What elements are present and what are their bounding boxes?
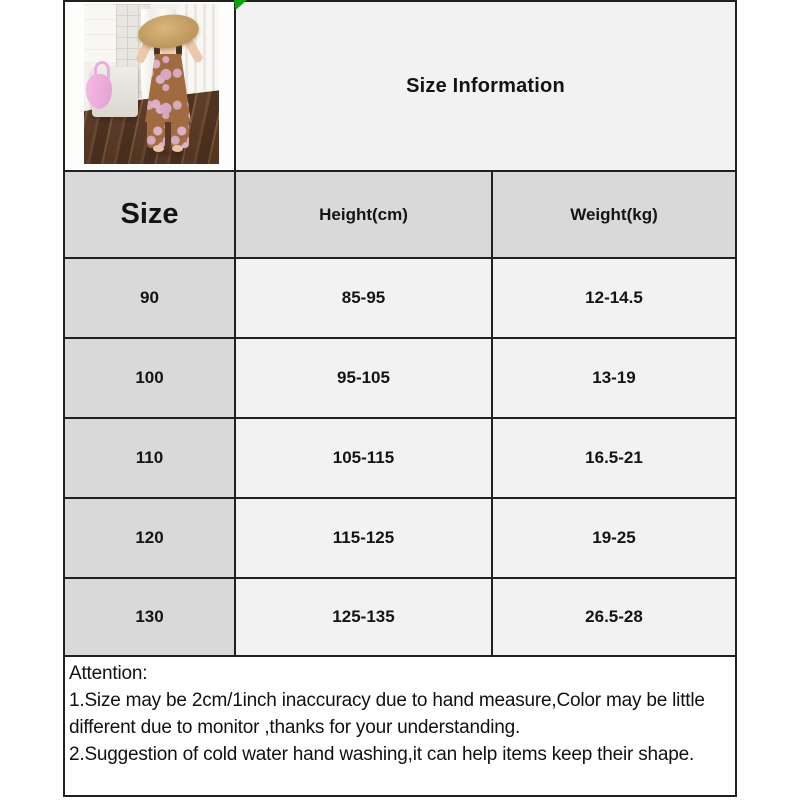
height-value-110: 105-115 (236, 419, 491, 497)
size-chart-table (63, 0, 737, 797)
weight-value-110: 16.5-21 (493, 419, 735, 497)
attention-line: 2.Suggestion of cold water hand washing,it can help items keep their shape. (69, 744, 695, 765)
attention-line: 1.Size may be 2cm/1inch inaccuracy due to hand measure,Color may be little (69, 690, 705, 711)
height-value-100: 95-105 (236, 339, 491, 417)
size-label-120: 120 (65, 499, 234, 577)
weight-value-100: 13-19 (493, 339, 735, 417)
size-label-90: 90 (65, 259, 234, 337)
column-header-weight: Weight(kg) (493, 172, 735, 257)
size-label-100: 100 (65, 339, 234, 417)
product-photo (84, 4, 219, 164)
page-title: Size Information (406, 74, 565, 97)
column-header-size: Size (65, 172, 234, 257)
child-right-leg (171, 121, 189, 148)
child-left-leg (147, 121, 165, 148)
weight-value-120: 19-25 (493, 499, 735, 577)
attention-note (65, 657, 735, 795)
green-corner-marker-icon (234, 0, 247, 10)
weight-value-130: 26.5-28 (493, 579, 735, 655)
attention-line: different due to monitor ,thanks for your understanding. (69, 717, 521, 738)
height-value-120: 115-125 (236, 499, 491, 577)
weight-value-90: 12-14.5 (493, 259, 735, 337)
child-right-foot (172, 145, 183, 152)
child-floor-shadow (142, 148, 194, 158)
size-label-130: 130 (65, 579, 234, 655)
attention-line: Attention: (69, 663, 148, 684)
column-header-height: Height(cm) (236, 172, 491, 257)
child-left-foot (153, 145, 164, 152)
height-value-130: 125-135 (236, 579, 491, 655)
height-value-90: 85-95 (236, 259, 491, 337)
size-information-header (236, 2, 735, 170)
size-label-110: 110 (65, 419, 234, 497)
product-photo-cell (65, 2, 234, 170)
